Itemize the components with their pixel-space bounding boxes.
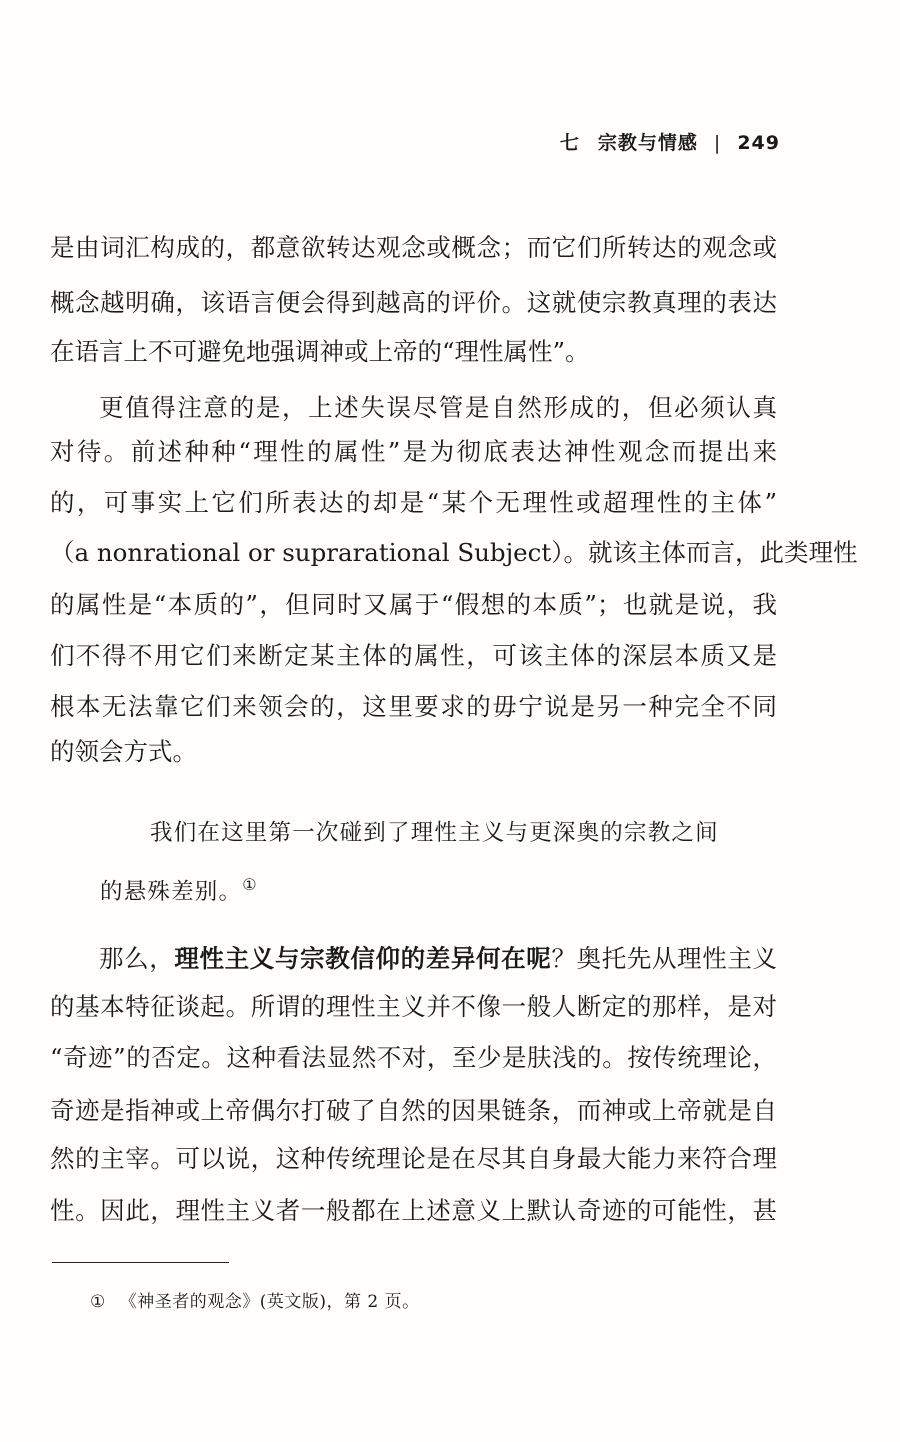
footnote-reference: ① <box>242 875 258 894</box>
footnote-mark: ① <box>90 1292 106 1312</box>
body-line: 性。因此，理性主义者一般都在上述意义上默认奇迹的可能性，甚 <box>50 1196 777 1225</box>
page-number: 249 <box>737 132 780 154</box>
footnote-rule <box>52 1262 229 1263</box>
body-line: 概念越明确，该语言便会得到越高的评价。这就使宗教真理的表达 <box>50 288 777 317</box>
body-line: 然的主宰。可以说，这种传统理论是在尽其自身最大能力来符合理 <box>50 1144 777 1173</box>
body-line: “奇迹”的否定。这种看法显然不对，至少是肤浅的。按传统理论， <box>50 1043 777 1072</box>
body-line: 的属性是“本质的”，但同时又属于“假想的本质”；也就是说，我 <box>50 590 777 619</box>
lead-text: 那么， <box>99 944 175 973</box>
footnote <box>90 1290 420 1314</box>
body-line: 们不得不用它们来断定某主体的属性，可该主体的深层本质又是 <box>50 641 777 670</box>
body-line: 是由词汇构成的，都意欲转达观念或概念；而它们所转达的观念或 <box>50 233 777 262</box>
body-line: 的，可事实上它们所表达的却是“某个无理性或超理性的主体” <box>50 488 777 517</box>
chapter-title: 宗教与情感 <box>597 132 698 154</box>
body-line: （a nonrational or suprarational Subject）。就该主体而言，此类理性 <box>50 538 858 567</box>
body-line: 的领会方式。 <box>50 737 197 766</box>
block-quote-text: 的悬殊差别。 <box>100 879 243 905</box>
body-line: 更值得注意的是，上述失误尽管是自然形成的，但必须认真 <box>99 393 777 422</box>
header-separator: | <box>713 132 722 154</box>
body-line <box>99 944 777 974</box>
body-text: ？奥托先从理性主义 <box>551 944 778 973</box>
body-line: 对待。前述种种“理性的属性”是为彻底表达神性观念而提出来 <box>50 437 777 466</box>
body-line: 的基本特征谈起。所谓的理性主义并不像一般人断定的那样，是对 <box>50 992 777 1021</box>
body-line: 奇迹是指神或上帝偶尔打破了自然的因果链条，而神或上帝就是自 <box>50 1096 777 1125</box>
body-line: 根本无法靠它们来领会的，这里要求的毋宁说是另一种完全不同 <box>50 692 777 721</box>
footnote-text: 《神圣者的观念》(英文版)，第 2 页。 <box>119 1292 420 1312</box>
block-quote-line <box>100 870 258 907</box>
body-line: 在语言上不可避免地强调神或上帝的“理性属性”。 <box>50 337 590 366</box>
chapter-number: 七 <box>559 132 580 154</box>
running-header <box>560 128 780 155</box>
block-quote-line: 我们在这里第一次碰到了理性主义与更深奥的宗教之间 <box>150 820 719 846</box>
bold-phrase: 理性主义与宗教信仰的差异何在呢 <box>174 944 552 973</box>
